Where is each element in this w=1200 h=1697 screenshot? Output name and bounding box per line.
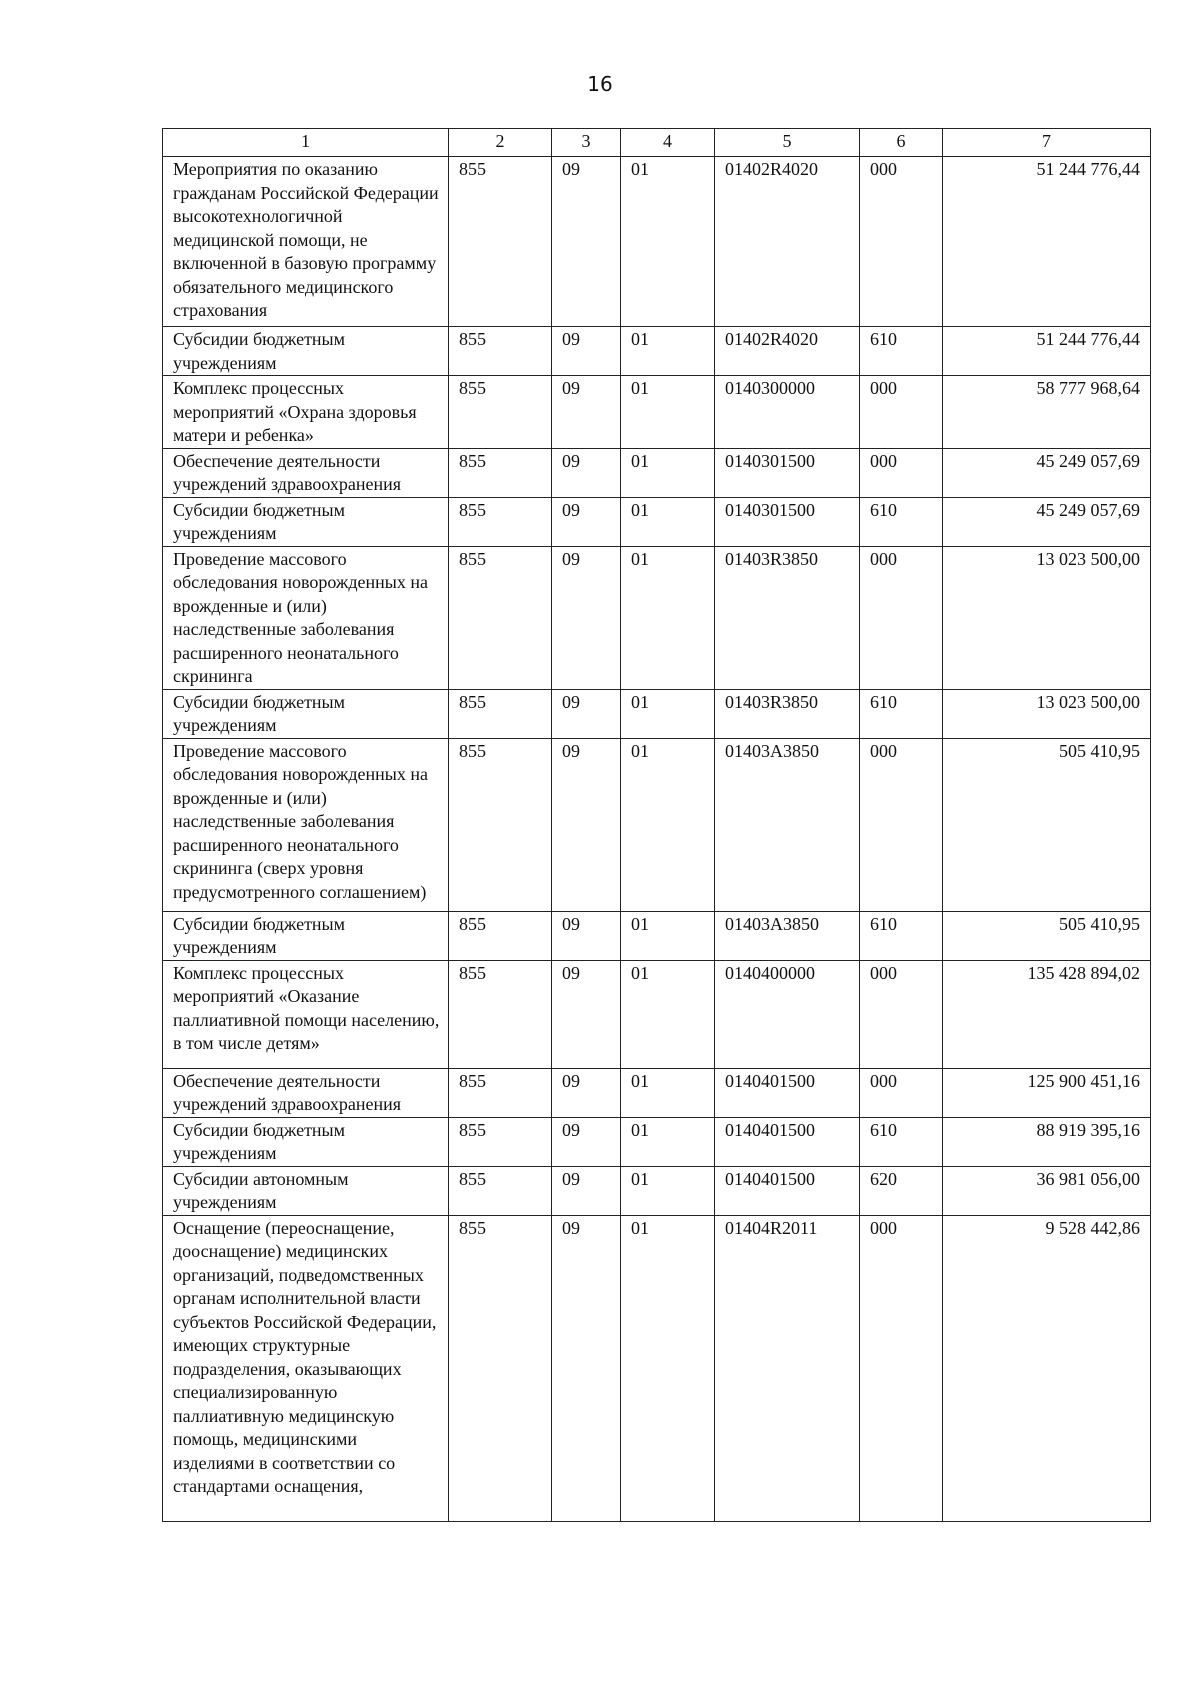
section-code-cell: 09 <box>552 960 621 1068</box>
target-article-cell: 0140400000 <box>715 960 860 1068</box>
department-code-cell: 855 <box>449 448 552 497</box>
table-row <box>163 1166 1151 1215</box>
amount-cell: 505 410,95 <box>943 738 1151 911</box>
table-row <box>163 448 1151 497</box>
amount-cell: 88 919 395,16 <box>943 1117 1151 1166</box>
table-row <box>163 327 1151 376</box>
item-name-cell: Проведение массового обследования новорожденных на врожденные и (или) наследственные заболевания расширенного неонатального скрининга (сверх уровня предусмотренного соглашением) <box>163 738 449 911</box>
target-article-cell: 01402R4020 <box>715 157 860 327</box>
amount-cell: 9 528 442,86 <box>943 1215 1151 1521</box>
department-code-cell: 855 <box>449 497 552 546</box>
department-code-cell: 855 <box>449 738 552 911</box>
section-code-cell: 09 <box>552 1068 621 1117</box>
expense-type-cell: 000 <box>860 1068 943 1117</box>
subsection-code-cell: 01 <box>621 376 715 449</box>
amount-cell: 505 410,95 <box>943 911 1151 960</box>
subsection-code-cell: 01 <box>621 911 715 960</box>
item-name-cell: Оснащение (переоснащение, дооснащение) медицинских организаций, подведомственных органам исполнительной власти субъектов Российской Федерации, имеющих структурные подразделения, оказывающих специализированную паллиативную медицинскую помощь, медицинскими изделиями в соответствии со стандартами оснащения, <box>163 1215 449 1521</box>
expense-type-cell: 000 <box>860 960 943 1068</box>
expense-type-cell: 610 <box>860 689 943 738</box>
item-name-cell: Проведение массового обследования новорожденных на врожденные и (или) наследственные заболевания расширенного неонатального скрининга <box>163 546 449 689</box>
expense-type-cell: 000 <box>860 546 943 689</box>
column-header: 4 <box>621 129 715 157</box>
expense-type-cell: 610 <box>860 327 943 376</box>
section-code-cell: 09 <box>552 738 621 911</box>
amount-cell: 13 023 500,00 <box>943 546 1151 689</box>
table-row <box>163 911 1151 960</box>
budget-table <box>162 128 1151 1522</box>
subsection-code-cell: 01 <box>621 960 715 1068</box>
column-header: 2 <box>449 129 552 157</box>
section-code-cell: 09 <box>552 546 621 689</box>
target-article-cell: 0140301500 <box>715 448 860 497</box>
table-row <box>163 157 1151 327</box>
column-header: 3 <box>552 129 621 157</box>
item-name-cell: Субсидии бюджетным учреждениям <box>163 327 449 376</box>
item-name-cell: Комплекс процессных мероприятий «Охрана здоровья матери и ребенка» <box>163 376 449 449</box>
subsection-code-cell: 01 <box>621 1166 715 1215</box>
column-header: 1 <box>163 129 449 157</box>
target-article-cell: 01403А3850 <box>715 911 860 960</box>
section-code-cell: 09 <box>552 327 621 376</box>
target-article-cell: 0140300000 <box>715 376 860 449</box>
item-name-cell: Субсидии бюджетным учреждениям <box>163 497 449 546</box>
department-code-cell: 855 <box>449 1068 552 1117</box>
target-article-cell: 01402R4020 <box>715 327 860 376</box>
section-code-cell: 09 <box>552 157 621 327</box>
column-header: 7 <box>943 129 1151 157</box>
amount-cell: 45 249 057,69 <box>943 497 1151 546</box>
department-code-cell: 855 <box>449 911 552 960</box>
department-code-cell: 855 <box>449 960 552 1068</box>
table-row <box>163 689 1151 738</box>
subsection-code-cell: 01 <box>621 327 715 376</box>
amount-cell: 51 244 776,44 <box>943 157 1151 327</box>
target-article-cell: 01403R3850 <box>715 546 860 689</box>
subsection-code-cell: 01 <box>621 157 715 327</box>
amount-cell: 45 249 057,69 <box>943 448 1151 497</box>
section-code-cell: 09 <box>552 376 621 449</box>
subsection-code-cell: 01 <box>621 1068 715 1117</box>
table-row <box>163 1215 1151 1521</box>
target-article-cell: 01403R3850 <box>715 689 860 738</box>
table-row <box>163 738 1151 911</box>
item-name-cell: Мероприятия по оказанию гражданам Российской Федерации высокотехнологичной медицинской помощи, не включенной в базовую программу обязательного медицинского страхования <box>163 157 449 327</box>
department-code-cell: 855 <box>449 157 552 327</box>
subsection-code-cell: 01 <box>621 738 715 911</box>
subsection-code-cell: 01 <box>621 497 715 546</box>
table-row <box>163 960 1151 1068</box>
expense-type-cell: 610 <box>860 911 943 960</box>
item-name-cell: Субсидии бюджетным учреждениям <box>163 911 449 960</box>
amount-cell: 58 777 968,64 <box>943 376 1151 449</box>
subsection-code-cell: 01 <box>621 1117 715 1166</box>
table-row <box>163 1117 1151 1166</box>
amount-cell: 125 900 451,16 <box>943 1068 1151 1117</box>
section-code-cell: 09 <box>552 448 621 497</box>
expense-type-cell: 610 <box>860 1117 943 1166</box>
item-name-cell: Субсидии автономным учреждениям <box>163 1166 449 1215</box>
expense-type-cell: 000 <box>860 1215 943 1521</box>
table-row <box>163 376 1151 449</box>
expense-type-cell: 000 <box>860 157 943 327</box>
expense-type-cell: 000 <box>860 738 943 911</box>
item-name-cell: Обеспечение деятельности учреждений здравоохранения <box>163 448 449 497</box>
item-name-cell: Обеспечение деятельности учреждений здравоохранения <box>163 1068 449 1117</box>
expense-type-cell: 610 <box>860 497 943 546</box>
expense-type-cell: 620 <box>860 1166 943 1215</box>
amount-cell: 135 428 894,02 <box>943 960 1151 1068</box>
item-name-cell: Субсидии бюджетным учреждениям <box>163 1117 449 1166</box>
table-header-row <box>163 129 1151 157</box>
target-article-cell: 01403А3850 <box>715 738 860 911</box>
table-row <box>163 497 1151 546</box>
department-code-cell: 855 <box>449 1166 552 1215</box>
section-code-cell: 09 <box>552 1215 621 1521</box>
department-code-cell: 855 <box>449 1117 552 1166</box>
subsection-code-cell: 01 <box>621 448 715 497</box>
page-number: 16 <box>587 72 613 96</box>
target-article-cell: 0140401500 <box>715 1068 860 1117</box>
amount-cell: 36 981 056,00 <box>943 1166 1151 1215</box>
subsection-code-cell: 01 <box>621 1215 715 1521</box>
table-row <box>163 1068 1151 1117</box>
section-code-cell: 09 <box>552 1166 621 1215</box>
section-code-cell: 09 <box>552 689 621 738</box>
expense-type-cell: 000 <box>860 448 943 497</box>
target-article-cell: 0140301500 <box>715 497 860 546</box>
section-code-cell: 09 <box>552 1117 621 1166</box>
amount-cell: 13 023 500,00 <box>943 689 1151 738</box>
column-header: 6 <box>860 129 943 157</box>
item-name-cell: Комплекс процессных мероприятий «Оказание паллиативной помощи населению, в том числе детям» <box>163 960 449 1068</box>
table-row <box>163 546 1151 689</box>
amount-cell: 51 244 776,44 <box>943 327 1151 376</box>
department-code-cell: 855 <box>449 689 552 738</box>
department-code-cell: 855 <box>449 1215 552 1521</box>
subsection-code-cell: 01 <box>621 689 715 738</box>
department-code-cell: 855 <box>449 376 552 449</box>
target-article-cell: 0140401500 <box>715 1117 860 1166</box>
subsection-code-cell: 01 <box>621 546 715 689</box>
section-code-cell: 09 <box>552 497 621 546</box>
section-code-cell: 09 <box>552 911 621 960</box>
department-code-cell: 855 <box>449 546 552 689</box>
expense-type-cell: 000 <box>860 376 943 449</box>
column-header: 5 <box>715 129 860 157</box>
target-article-cell: 0140401500 <box>715 1166 860 1215</box>
target-article-cell: 01404R2011 <box>715 1215 860 1521</box>
item-name-cell: Субсидии бюджетным учреждениям <box>163 689 449 738</box>
department-code-cell: 855 <box>449 327 552 376</box>
